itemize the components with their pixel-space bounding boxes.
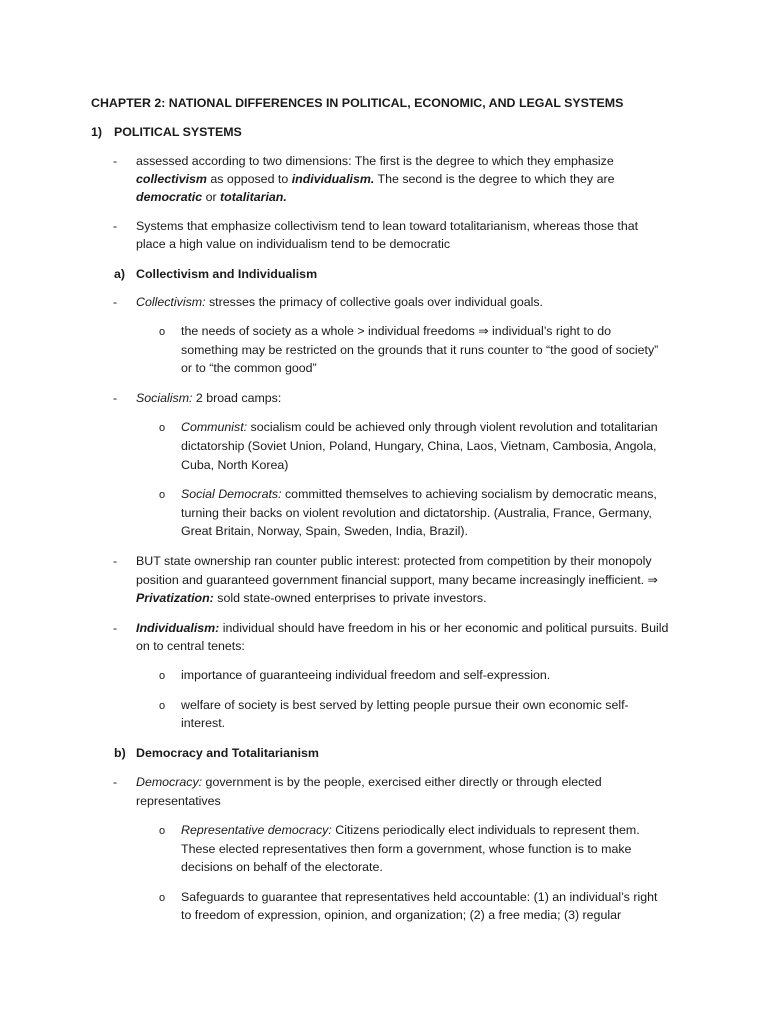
dash-bullet: - xyxy=(113,554,118,568)
paragraph-line xyxy=(136,773,602,792)
text-span: individual’s right to do xyxy=(488,324,611,338)
text-span: sold state-owned enterprises to private investors. xyxy=(213,591,487,605)
paragraph-line: Cuba, North Korea) xyxy=(181,458,289,472)
text-span: 2 broad camps: xyxy=(192,391,282,405)
paragraph-line xyxy=(136,188,287,207)
paragraph-line: Safeguards to guarantee that representatives held accountable: (1) an individual’s right xyxy=(181,890,658,904)
arrow-icon: ⇒ xyxy=(647,573,658,587)
term: Democracy: xyxy=(136,775,203,789)
arrow-icon: ⇒ xyxy=(478,324,489,338)
text-span: stresses the primacy of collective goals over individual goals. xyxy=(205,295,544,309)
paragraph-line xyxy=(136,589,487,608)
term: Individualism: xyxy=(136,621,220,635)
term-totalitarian: totalitarian. xyxy=(220,190,287,204)
paragraph-line: something may be restricted on the grounds that it runs counter to “the good of society” xyxy=(181,343,659,357)
term: Privatization: xyxy=(136,591,214,605)
dash-bullet: - xyxy=(113,621,118,635)
paragraph-line: or to “the common good” xyxy=(181,361,317,375)
text-span: committed themselves to achieving socialism by democratic means, xyxy=(281,487,657,501)
paragraph-line: assessed according to two dimensions: The first is the degree to which they emphasize xyxy=(136,154,614,168)
text-span: or xyxy=(202,190,221,204)
term: Communist: xyxy=(181,420,248,434)
paragraph-line xyxy=(181,485,657,504)
paragraph-line: interest. xyxy=(181,716,226,730)
paragraph-line xyxy=(136,170,614,189)
term: Representative democracy: xyxy=(181,823,332,837)
section-title: POLITICAL SYSTEMS xyxy=(114,125,242,139)
dash-bullet: - xyxy=(113,219,118,233)
term-individualism: individualism. xyxy=(291,172,375,186)
paragraph-line: on to central tenets: xyxy=(136,639,245,653)
term: Social Democrats: xyxy=(181,487,282,501)
paragraph-line xyxy=(181,821,640,840)
paragraph-line: Systems that emphasize collectivism tend to lean toward totalitarianism, whereas those that xyxy=(136,219,639,233)
paragraph-line: BUT state ownership ran counter public interest: protected from competition by their monopoly xyxy=(136,554,652,568)
paragraph-line: place a high value on individualism tend to be democratic xyxy=(136,237,451,251)
text-span: socialism could be achieved only through violent revolution and totalitarian xyxy=(247,420,658,434)
circle-bullet: o xyxy=(159,700,166,712)
text-span: the needs of society as a whole > individual freedoms xyxy=(181,324,479,338)
text-span: Citizens periodically elect individuals to represent them. xyxy=(331,823,640,837)
term-democratic: democratic xyxy=(136,190,203,204)
paragraph-line xyxy=(136,571,658,590)
subsection-label: b) xyxy=(114,746,126,760)
term-collectivism: collectivism xyxy=(136,172,207,186)
text-span: individual should have freedom in his or her economic and political pursuits. Build xyxy=(219,621,669,635)
paragraph-line: dictatorship (Soviet Union, Poland, Hungary, China, Laos, Vietnam, Cambosia, Angola, xyxy=(181,439,657,453)
paragraph-line: decisions on behalf of the electorate. xyxy=(181,860,383,874)
dash-bullet: - xyxy=(113,154,118,168)
paragraph-line: to freedom of expression, opinion, and organization; (2) a free media; (3) regular xyxy=(181,908,622,922)
paragraph-line: welfare of society is best served by letting people pursue their own economic self- xyxy=(181,698,629,712)
paragraph-line xyxy=(181,418,658,437)
circle-bullet: o xyxy=(159,825,166,837)
paragraph-line xyxy=(136,293,543,312)
text-span: government is by the people, exercised either directly or through elected xyxy=(202,775,602,789)
paragraph-line: importance of guaranteeing individual freedom and self-expression. xyxy=(181,668,551,682)
term: Collectivism: xyxy=(136,295,206,309)
paragraph-line: These elected representatives then form a government, whose function is to make xyxy=(181,842,632,856)
circle-bullet: o xyxy=(159,422,166,434)
paragraph-line xyxy=(181,322,611,341)
subsection-label: a) xyxy=(114,267,126,281)
section-number: 1) xyxy=(91,125,103,139)
paragraph-line xyxy=(136,619,668,638)
paragraph-line xyxy=(136,389,281,408)
circle-bullet: o xyxy=(159,326,166,338)
text-span: position and guaranteed government financial support, many became increasingly inefficient. xyxy=(136,573,648,587)
term: Socialism: xyxy=(136,391,193,405)
chapter-title: CHAPTER 2: NATIONAL DIFFERENCES IN POLITICAL, ECONOMIC, AND LEGAL SYSTEMS xyxy=(91,96,624,110)
dash-bullet: - xyxy=(113,391,118,405)
circle-bullet: o xyxy=(159,892,166,904)
paragraph-line: turning their backs on violent revolution and dictatorship. (Australia, France, Germany, xyxy=(181,506,652,520)
dash-bullet: - xyxy=(113,295,118,309)
text-span: as opposed to xyxy=(206,172,292,186)
text-span: The second is the degree to which they are xyxy=(374,172,615,186)
paragraph-line: representatives xyxy=(136,794,221,808)
circle-bullet: o xyxy=(159,670,166,682)
dash-bullet: - xyxy=(113,775,118,789)
subsection-title: Democracy and Totalitarianism xyxy=(136,746,319,760)
subsection-title: Collectivism and Individualism xyxy=(136,267,318,281)
paragraph-line: Great Britain, Norway, Spain, Sweden, India, Brazil). xyxy=(181,524,468,538)
circle-bullet: o xyxy=(159,489,166,501)
